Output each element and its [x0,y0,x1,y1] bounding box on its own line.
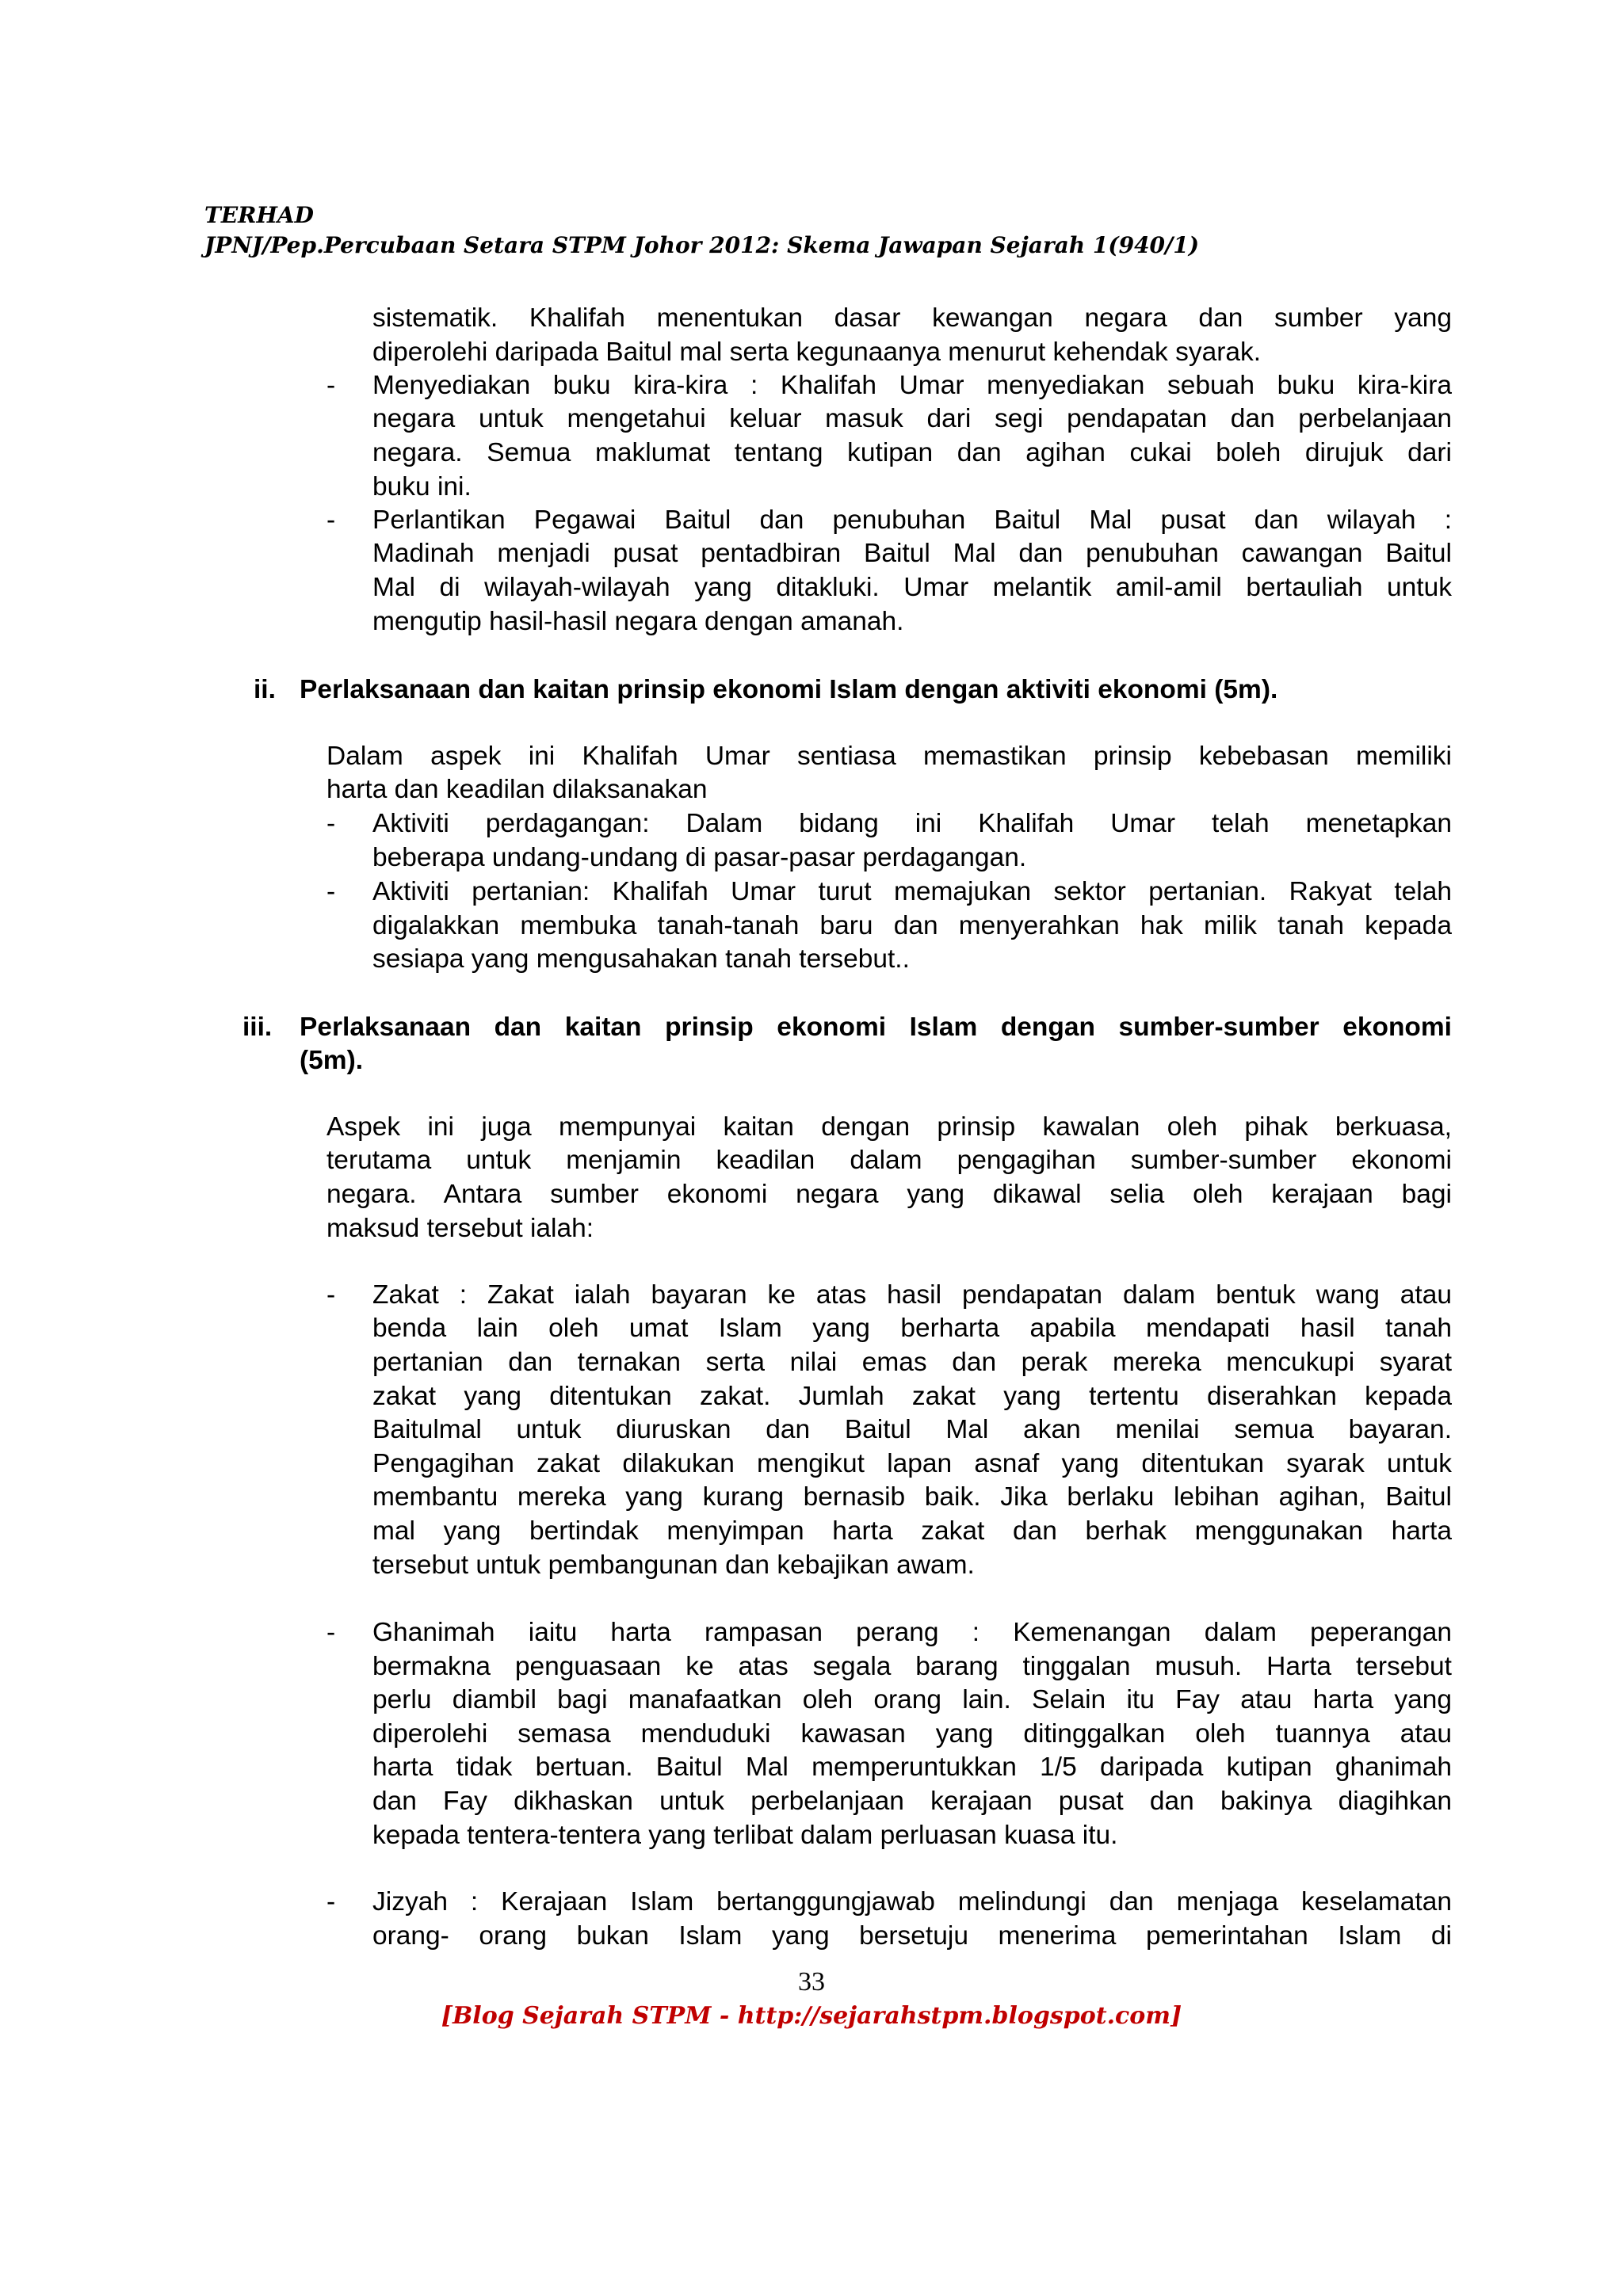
text-line: Aspek ini juga mempunyai kaitan dengan prinsip kawalan oleh pihak berkuasa, [327,1112,1452,1142]
text-line: Aktiviti perdagangan: Dalam bidang ini Khalifah Umar telah menetapkan [372,809,1452,838]
text-line: benda lain oleh umat Islam yang berharta apabila mendapati hasil tanah [372,1314,1452,1343]
text-line: Mal di wilayah-wilayah yang ditakluki. Umar melantik amil-amil bertauliah untuk [372,573,1452,602]
text-line: buku ini. [372,472,472,502]
text-line: Dalam aspek ini Khalifah Umar sentiasa memastikan prinsip kebebasan memiliki [327,742,1452,771]
text-line: digalakkan membuka tanah-tanah baru dan menyerahkan hak milik tanah kepada [372,911,1452,940]
text-line: sistematik. Khalifah menentukan dasar kewangan negara dan sumber yang [372,303,1452,333]
text-line: zakat yang ditentukan zakat. Jumlah zakat yang tertentu diserahkan kepada [372,1382,1452,1411]
text-line: orang- orang bukan Islam yang bersetuju menerima pemerintahan Islam di [372,1921,1452,1951]
text-line: harta tidak bertuan. Baitul Mal memperuntukkan 1/5 daripada kutipan ghanimah [372,1753,1452,1782]
text-line: Zakat : Zakat ialah bayaran ke atas hasil pendapatan dalam bentuk wang atau [372,1280,1452,1310]
text-line: tersebut untuk pembangunan dan kebajikan awam. [372,1550,975,1580]
text-line: Baitulmal untuk diuruskan dan Baitul Mal akan menilai semua bayaran. [372,1415,1452,1444]
bullet-dash: - [327,877,336,906]
text-line: terutama untuk menjamin keadilan dalam pengagihan sumber-sumber ekonomi [327,1146,1452,1175]
bullet-dash: - [327,371,336,400]
text-line: Menyediakan buku kira-kira : Khalifah Umar menyediakan sebuah buku kira-kira [372,371,1452,400]
text-line: harta dan keadilan dilaksanakan [327,775,708,804]
bullet-dash: - [327,1618,336,1647]
text-line: Jizyah : Kerajaan Islam bertanggungjawab melindungi dan menjaga keselamatan [372,1887,1452,1917]
text-line: diperolehi daripada Baitul mal serta kegunaanya menurut kehendak syarak. [372,338,1262,367]
header-title: JPNJ/Pep.Percubaan Setara STPM Johor 2012: Skema Jawapan Sejarah 1(940/1) [204,232,1199,258]
bullet-dash: - [327,505,336,535]
section-number: ii. [254,675,276,704]
text-line: mal yang bertindak menyimpan harta zakat dan berhak menggunakan harta [372,1516,1452,1546]
text-line: sesiapa yang mengusahakan tanah tersebut.. [372,944,910,974]
text-line: negara untuk mengetahui keluar masuk dari segi pendapatan dan perbelanjaan [372,404,1452,433]
section-number: iii. [242,1013,273,1042]
section-heading: Perlaksanaan dan kaitan prinsip ekonomi Islam dengan aktiviti ekonomi (5m). [300,675,1278,704]
bullet-dash: - [327,809,336,838]
text-line: dan Fay dikhaskan untuk perbelanjaan kerajaan pusat dan bakinya diagihkan [372,1787,1452,1816]
text-line: negara. Semua maklumat tentang kutipan dan agihan cukai boleh dirujuk dari [372,438,1452,467]
text-line: membantu mereka yang kurang bernasib baik. Jika berlaku lebihan agihan, Baitul [372,1482,1452,1512]
text-line: Ghanimah iaitu harta rampasan perang : Kemenangan dalam peperangan [372,1618,1452,1647]
bullet-dash: - [327,1280,336,1310]
header-classification: TERHAD [204,202,314,228]
text-line: perlu diambil bagi manafaatkan oleh orang lain. Selain itu Fay atau harta yang [372,1685,1452,1714]
text-line: beberapa undang-undang di pasar-pasar perdagangan. [372,843,1027,872]
section-heading: Perlaksanaan dan kaitan prinsip ekonomi Islam dengan sumber-sumber ekonomi [300,1013,1452,1042]
text-line: Aktiviti pertanian: Khalifah Umar turut memajukan sektor pertanian. Rakyat telah [372,877,1452,906]
page-number: 33 [798,1967,825,1997]
text-line: negara. Antara sumber ekonomi negara yang dikawal selia oleh kerajaan bagi [327,1180,1452,1209]
text-line: Perlantikan Pegawai Baitul dan penubuhan Baitul Mal pusat dan wilayah : [372,505,1452,535]
text-line: pertanian dan ternakan serta nilai emas dan perak mereka mencukupi syarat [372,1348,1452,1377]
section-heading: (5m). [300,1046,364,1075]
text-line: mengutip hasil-hasil negara dengan amanah. [372,607,904,636]
text-line: kepada tentera-tentera yang terlibat dalam perluasan kuasa itu. [372,1821,1118,1850]
text-line: maksud tersebut ialah: [327,1214,594,1243]
footer-blog-link[interactable]: [Blog Sejarah STPM - http://sejarahstpm.blogspot.com] [441,2002,1182,2030]
text-line: Pengagihan zakat dilakukan mengikut lapan asnaf yang ditentukan syarak untuk [372,1449,1452,1478]
text-line: Madinah menjadi pusat pentadbiran Baitul Mal dan penubuhan cawangan Baitul [372,539,1452,568]
text-line: diperolehi semasa menduduki kawasan yang ditinggalkan oleh tuannya atau [372,1719,1452,1749]
bullet-dash: - [327,1887,336,1917]
text-line: bermakna penguasaan ke atas segala barang tinggalan musuh. Harta tersebut [372,1652,1452,1681]
